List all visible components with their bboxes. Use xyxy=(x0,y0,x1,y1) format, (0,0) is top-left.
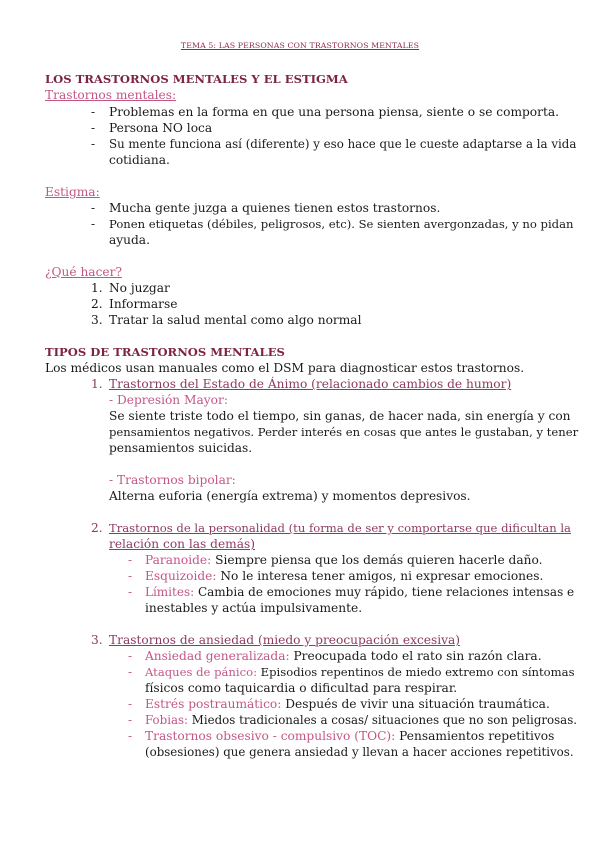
list-item: No juzgar xyxy=(109,281,170,295)
list-item: Paranoide: Siempre piensa que los demás quieren hacerle daño. xyxy=(145,553,543,567)
list-item-continuation: físicos como taquicardia o dificultad para respirar. xyxy=(145,681,458,695)
bullet-dash: - xyxy=(128,713,133,727)
list-item: Tratar la salud mental como algo normal xyxy=(109,313,362,327)
intro-text: Los médicos usan manuales como el DSM para diagnosticar estos trastornos. xyxy=(45,361,525,375)
label-que-hacer: ¿Qué hacer? xyxy=(45,265,122,279)
bullet-dash: - xyxy=(128,665,133,679)
list-item: Persona NO loca xyxy=(109,121,213,135)
bullet-dash: - xyxy=(128,697,133,711)
group-number: 1. xyxy=(91,377,103,391)
page-title: TEMA 5: LAS PERSONAS CON TRASTORNOS MENTALES xyxy=(180,41,420,50)
list-item: Trastornos obsesivo - compulsivo (TOC): Pensamientos repetitivos xyxy=(145,729,555,743)
bullet-dash: - xyxy=(128,553,133,567)
group-title-animo: Trastornos del Estado de Ánimo (relacionado cambios de humor) xyxy=(109,377,512,391)
bullet-dash: - xyxy=(91,201,96,215)
list-item: Problemas en la forma en que una persona piensa, siente o se comporta. xyxy=(109,105,560,119)
paragraph-line: Alterna euforia (energía extrema) y momentos depresivos. xyxy=(109,489,471,503)
subheading-bipolar: - Trastornos bipolar: xyxy=(109,473,236,487)
bullet-dash: - xyxy=(91,217,96,231)
list-item: Fobias: Miedos tradicionales a cosas/ situaciones que no son peligrosas. xyxy=(145,713,578,727)
bullet-dash: - xyxy=(128,649,133,663)
list-number: 1. xyxy=(91,281,103,295)
list-item-continuation: (obsesiones) que genera ansiedad y llevan a hacer acciones repetitivos. xyxy=(145,745,574,759)
list-item-continuation: ayuda. xyxy=(109,233,150,247)
list-item: Mucha gente juzga a quienes tienen estos trastornos. xyxy=(109,201,441,215)
paragraph-line: Se siente triste todo el tiempo, sin ganas, de hacer nada, sin energía y con xyxy=(109,409,571,423)
label-trastornos-mentales: Trastornos mentales: xyxy=(45,88,177,102)
bullet-dash: - xyxy=(128,729,133,743)
label-estigma: Estigma: xyxy=(45,185,100,199)
list-item: Su mente funciona así (diferente) y eso hace que le cueste adaptarse a la vida xyxy=(109,137,577,151)
list-item-continuation: inestables y actúa impulsivamente. xyxy=(145,601,363,615)
list-number: 2. xyxy=(91,297,103,311)
paragraph-line: pensamientos suicidas. xyxy=(109,441,253,455)
group-title-ansiedad: Trastornos de ansiedad (miedo y preocupación excesiva) xyxy=(109,633,461,647)
bullet-dash: - xyxy=(128,569,133,583)
list-item: Límites: Cambia de emociones muy rápido, tiene relaciones intensas e xyxy=(145,585,575,599)
bullet-dash: - xyxy=(91,105,96,119)
list-item: Ataques de pánico: Episodios repentinos de miedo extremo con síntomas xyxy=(145,665,575,679)
bullet-dash: - xyxy=(91,121,96,135)
paragraph-line: pensamientos negativos. Perder interés en cosas que antes le gustaban, y tener xyxy=(109,425,579,439)
list-item: Ponen etiquetas (débiles, peligrosos, etc). Se sienten avergonzadas, y no pidan xyxy=(109,217,574,231)
bullet-dash: - xyxy=(91,137,96,151)
list-item-continuation: cotidiana. xyxy=(109,153,170,167)
list-item: Esquizoide: No le interesa tener amigos, ni expresar emociones. xyxy=(145,569,544,583)
group-number: 2. xyxy=(91,521,103,535)
bullet-dash: - xyxy=(128,585,133,599)
group-number: 3. xyxy=(91,633,103,647)
section-heading-tipos: TIPOS DE TRASTORNOS MENTALES xyxy=(45,345,285,359)
list-number: 3. xyxy=(91,313,103,327)
group-title-personalidad: Trastornos de la personalidad (tu forma de ser y comportarse que dificultan la xyxy=(109,521,571,535)
list-item: Informarse xyxy=(109,297,178,311)
list-item: Estrés postraumático: Después de vivir una situación traumática. xyxy=(145,697,550,711)
section-heading-estigma: LOS TRASTORNOS MENTALES Y EL ESTIGMA xyxy=(45,72,348,86)
group-title-personalidad-cont: relación con las demás) xyxy=(109,537,256,551)
subheading-depresion: - Depresión Mayor: xyxy=(109,393,228,407)
list-item: Ansiedad generalizada: Preocupada todo el rato sin razón clara. xyxy=(145,649,542,663)
